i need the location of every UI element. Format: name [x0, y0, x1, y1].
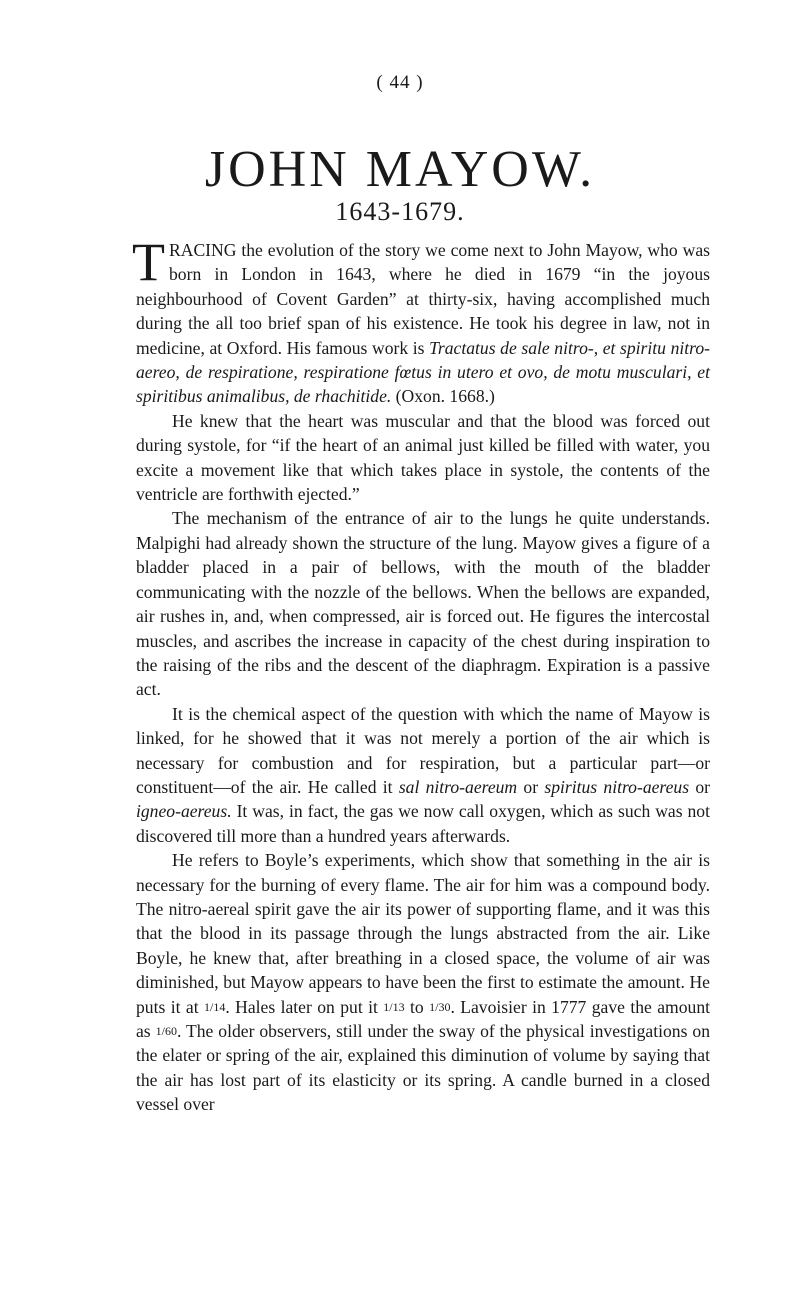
paragraph-1-text-b: (Oxon. 1668.) [391, 386, 495, 407]
term-spiritus-nitro-aereus: spiritus nitro-aereus [544, 776, 690, 797]
paragraph-1-text-a: the evolution of the story we come next to John Mayow, who was born in London in 1643, where he died in 1679 “in the joyous neighbourhood of Covent Garden” at thirty-six, having accomplished much during the all too brief span of his existence. He took his degree in law, not in medicine, at Oxford. His famous work is [136, 240, 710, 358]
drop-cap: T [132, 232, 165, 292]
paragraph-5-text-c: to [404, 996, 430, 1017]
paragraph-5-text-d: . Lavoisier in 1777 gave the amount as [136, 996, 711, 1041]
fraction-one-thirtieth: 1/30 [429, 999, 451, 1014]
fraction-one-sixtieth: 1/60 [155, 1024, 177, 1038]
paragraph-4-text-d: It was, in fact, the gas we now call oxygen, which as such was not discovered till more than a hundred years afterwards. [136, 801, 710, 846]
paragraph-5-text-e: . The older observers, still under the sway of the physical investigations on the elater or spring of the air, explained this diminution of volume by saying that the air has lost part of its elasticity or its spring. A candle burned in a closed vessel over [136, 1021, 710, 1115]
smallcaps-lead: RACING [169, 240, 237, 260]
chapter-dates: 1643-1679. [335, 197, 465, 226]
term-sal-nitro-aereum: sal nitro-aereum [398, 776, 518, 797]
page-number: ( 44 ) [376, 72, 424, 93]
fraction-one-thirteenth: 1/13 [383, 999, 405, 1014]
paragraph-4-text-b: or [517, 776, 545, 797]
paragraph-4-text-c: or [689, 776, 711, 797]
paragraph-3: The mechanism of the entrance of air to the lungs he quite understands. Malpighi had already shown the structure of the lung. Mayow gives a figure of a bladder placed in a pair of bellows, with the mouth of the bladder communicating with the nozzle of the bellows. When the bellows are expanded, air rushes in, and, when compressed, air is forced out. He figures the intercostal muscles, and ascribes the increase in capacity of the chest during inspiration to the raising of the ribs and the descent of the diaphragm. Expiration is a passive act. [136, 508, 710, 700]
paragraph-1 [132, 232, 710, 409]
work-title: Tractatus de sale nitro-, et spiritu nitro-aereo, de respiratione, respiratione fœtus in utero et ovo, de motu musculari, et spiritibus animalibus, de rhachitide. [136, 337, 710, 407]
paragraph-5 [136, 848, 710, 1116]
body-text [132, 232, 711, 1117]
paragraph-4 [136, 702, 710, 848]
chapter-title: JOHN MAYOW. [204, 141, 596, 198]
paragraph-4-text-a: It is the chemical aspect of the question with which the name of Mayow is linked, for he showed that it was not merely a portion of the air which is necessary for combustion and for respiration, but a particular part—or constituent—of the air. He called it [136, 703, 710, 797]
term-igneo-aereus: igneo-aereus. [136, 801, 232, 822]
paragraph-5-text-a: He refers to Boyle’s experiments, which show that something in the air is necessary for the burning of every flame. The air for him was a compound body. The nitro-aereal spirit gave the air its power of supporting flame, and it was this that the blood in its passage through the lungs abstracted from the air. Like Boyle, he knew that, after breathing in a closed space, the volume of air was diminished, but Mayow appears to have been the first to estimate the amount. He puts it at [136, 850, 710, 1017]
fraction-one-fourteenth: 1/14 [204, 999, 226, 1014]
paragraph-2: He knew that the heart was muscular and that the blood was forced out during systole, for “if the heart of an animal just killed be filled with water, you excite a movement like that which takes place in systole, the contents of the ventricle are forthwith ejected.” [136, 410, 710, 505]
paragraph-5-text-b: . Hales later on put it [225, 996, 384, 1017]
